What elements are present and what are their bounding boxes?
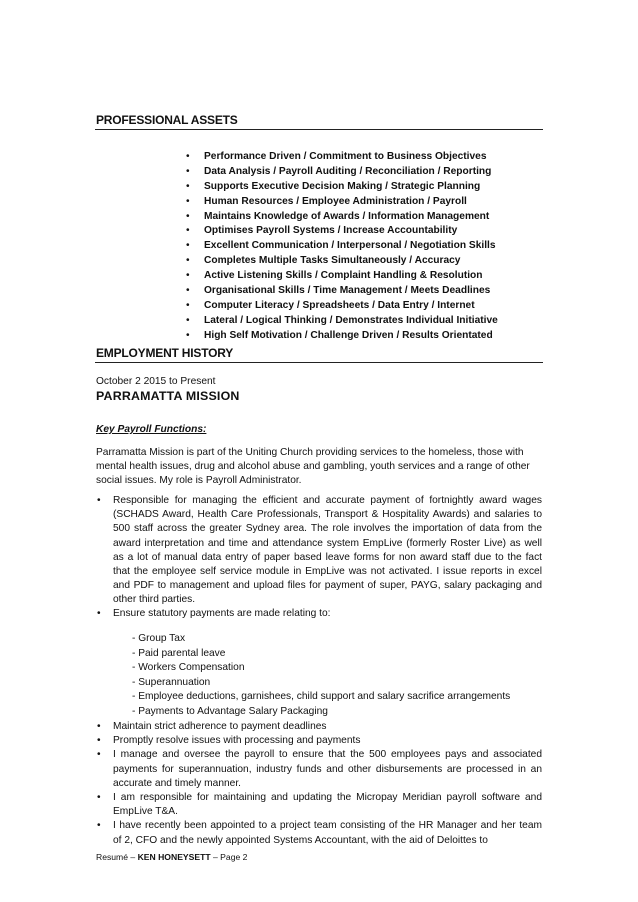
asset-item: • Lateral / Logical Thinking / Demonstrates Individual Initiative xyxy=(178,314,498,329)
statutory-payments-list xyxy=(132,632,510,720)
bullet-icon: • xyxy=(186,210,190,222)
footer-page-number: – Page 2 xyxy=(210,852,248,862)
duty-item: • I have recently been appointed to a project team consisting of the HR Manager and her team of 2, CFO and the newly appointed Systems Accountant, with the aid of Deloittes to xyxy=(97,820,542,846)
page-footer xyxy=(96,852,247,862)
duty-item: • Maintain strict adherence to payment deadlines xyxy=(96,720,542,734)
asset-item: • Performance Driven / Commitment to Business Objectives xyxy=(178,150,498,165)
bullet-icon: • xyxy=(97,735,101,747)
duties-list-3 xyxy=(96,720,542,848)
employment-date: October 2 2015 to Present xyxy=(96,376,216,387)
duty-item: • I am responsible for maintaining and updating the Micropay Meridian payroll software and EmpLive T&A. xyxy=(97,792,542,818)
asset-item: • High Self Motivation / Challenge Driven / Results Orientated xyxy=(178,329,498,344)
bullet-icon: • xyxy=(186,165,190,177)
bullet-icon: • xyxy=(186,255,190,267)
asset-item: • Completes Multiple Tasks Simultaneously / Accuracy xyxy=(178,254,498,269)
statutory-item: - Employee deductions, garnishees, child support and salary sacrifice arrangements xyxy=(132,691,511,703)
bullet-icon: • xyxy=(97,495,101,506)
asset-item: • Excellent Communication / Interpersonal / Negotiation Skills xyxy=(178,239,498,254)
organisation-intro: Parramatta Mission is part of the Uniting Church providing services to the homeless, those with mental health issues, drug and alcohol abuse and gambling, youth services and a range of other social issues. My role is Payroll Administrator. xyxy=(96,447,530,487)
duty-item: • I manage and oversee the payroll to ensure that the 500 employees pays and associated payments for superannuation, industry funds and other disbursements are processed in an accurate and timely manner. xyxy=(97,749,542,789)
bullet-icon: • xyxy=(97,721,101,732)
section-rule xyxy=(95,129,543,130)
asset-item: • Maintains Knowledge of Awards / Information Management xyxy=(178,210,498,225)
organisation-name: PARRAMATTA MISSION xyxy=(96,389,240,403)
bullet-icon: • xyxy=(97,792,101,804)
duty-item: • Responsible for managing the efficient and accurate payment of fortnightly award wages (SCHADS Award, Health Care Professionals, Transport & Hospitality Awards) and salaries to 500 staff across the greater Sydney area. The role involves the importation of data from the award interpretation and time and attendance system EmpLive (formerly Roster Live) as well as a lot of manual data entry of paper based leave forms for non award staff due to the fact that the employee self service module in EmpLive was not activated. I issue reports in excel and PDF to management and upload files for payment of super, PAYG, salary packaging and other third parties. xyxy=(97,495,542,606)
bullet-icon: • xyxy=(97,820,101,832)
footer-name: KEN HONEYSETT xyxy=(137,852,211,862)
section-rule xyxy=(95,362,543,363)
bullet-icon: • xyxy=(97,608,101,619)
bullet-icon: • xyxy=(186,180,190,192)
employment-history-heading: EMPLOYMENT HISTORY xyxy=(96,346,234,360)
duties-list-2 xyxy=(96,607,542,621)
key-functions-heading: Key Payroll Functions: xyxy=(96,424,207,435)
statutory-item: - Group Tax xyxy=(132,633,186,644)
duty-item: • Ensure statutory payments are made relating to: xyxy=(96,607,542,621)
asset-item: • Active Listening Skills / Complaint Handling & Resolution xyxy=(178,269,498,284)
asset-item: • Human Resources / Employee Administration / Payroll xyxy=(178,195,498,210)
asset-item: • Computer Literacy / Spreadsheets / Data Entry / Internet xyxy=(178,299,498,314)
bullet-icon: • xyxy=(186,299,190,311)
bullet-icon: • xyxy=(186,314,190,326)
statutory-item: - Workers Compensation xyxy=(132,662,245,674)
bullet-icon: • xyxy=(186,270,190,282)
professional-assets-list xyxy=(178,150,498,344)
asset-item: • Data Analysis / Payroll Auditing / Reconciliation / Reporting xyxy=(178,165,498,180)
bullet-icon: • xyxy=(97,749,101,761)
bullet-icon: • xyxy=(186,240,190,252)
bullet-icon: • xyxy=(186,151,190,162)
statutory-item: - Payments to Advantage Salary Packaging xyxy=(132,705,328,717)
bullet-icon: • xyxy=(186,195,190,207)
bullet-icon: • xyxy=(186,225,190,237)
statutory-item: - Superannuation xyxy=(132,676,211,688)
professional-assets-heading: PROFESSIONAL ASSETS xyxy=(96,113,238,127)
asset-item: • Organisational Skills / Time Management / Meets Deadlines xyxy=(178,284,498,299)
bullet-icon: • xyxy=(186,285,190,297)
footer-prefix: Resumé – xyxy=(96,852,138,862)
asset-item: • Optimises Payroll Systems / Increase Accountability xyxy=(178,224,498,239)
bullet-icon: • xyxy=(186,329,190,341)
asset-item: • Supports Executive Decision Making / Strategic Planning xyxy=(178,180,498,195)
statutory-item: - Paid parental leave xyxy=(132,647,226,659)
duty-item: • Promptly resolve issues with processing and payments xyxy=(96,734,542,748)
duties-list-1 xyxy=(96,494,542,608)
